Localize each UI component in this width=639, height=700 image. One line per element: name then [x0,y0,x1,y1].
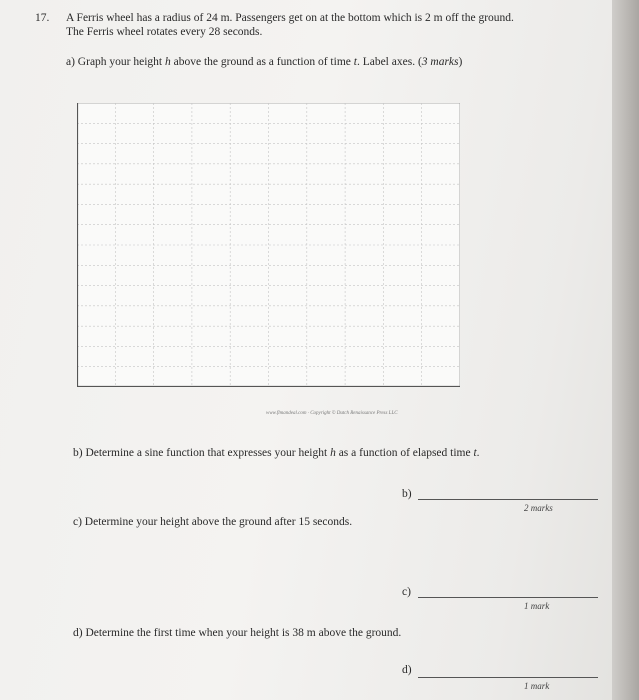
binder-edge [612,0,639,700]
part-d-marks: 1 mark [524,681,550,691]
question-text-line-1: A Ferris wheel has a radius of 24 m. Passengers get on at the bottom which is 2 m off the ground. [66,12,514,24]
part-c-marks: 1 mark [524,601,550,611]
part-d-answer-label: d) [402,664,412,676]
part-b-prompt: b) Determine a sine function that expresses your height h as a function of elapsed time t. [73,447,480,459]
part-d-answer-line[interactable] [418,677,598,678]
question-number: 17. [35,12,50,24]
part-c-answer-line[interactable] [418,597,598,598]
question-text-line-2: The Ferris wheel rotates every 28 seconds. [66,26,263,38]
part-b-marks: 2 marks [524,503,553,513]
part-c-answer-label: c) [402,586,411,598]
part-c-prompt: c) Determine your height above the ground after 15 seconds. [73,516,353,528]
graph-grid[interactable] [77,103,460,387]
part-a-prompt: a) Graph your height h above the ground as a function of time t. Label axes. (3 marks) [66,56,463,68]
copyright-notice: www.flmandeal.com · Copyright © Dutch Renaissance Press LLC [266,411,398,416]
part-d-prompt: d) Determine the first time when your height is 38 m above the ground. [73,627,402,639]
part-b-answer-label: b) [402,488,412,500]
part-b-answer-line[interactable] [418,499,598,500]
